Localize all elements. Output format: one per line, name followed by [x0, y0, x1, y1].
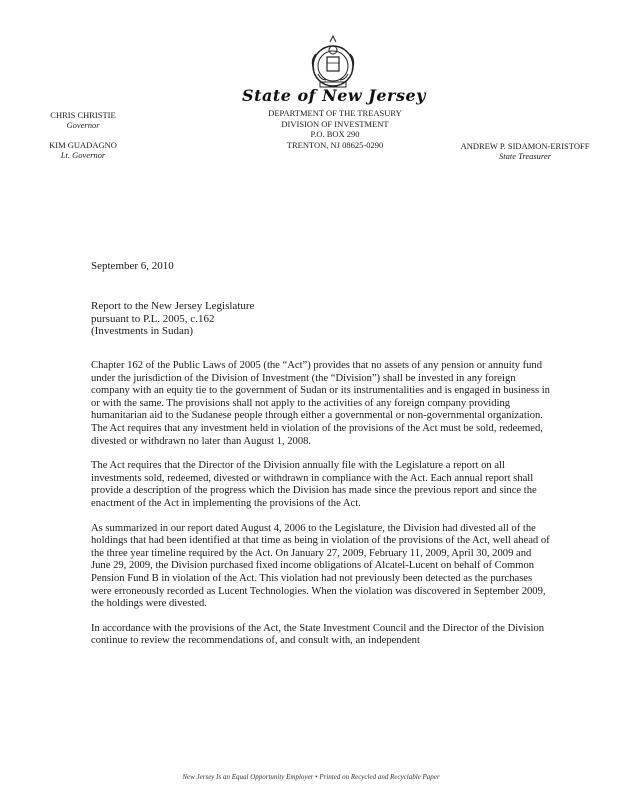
address-line: DEPARTMENT OF THE TREASURY [268, 108, 402, 118]
department-address [240, 108, 430, 150]
letter-subject [91, 300, 254, 338]
letter-date: September 6, 2010 [91, 260, 174, 272]
letter-body [91, 360, 551, 660]
subject-line: Report to the New Jersey Legislature [91, 300, 255, 312]
governor-role: Governor [66, 120, 100, 130]
left-officials [28, 110, 138, 160]
address-line: TRENTON, NJ 08625-0290 [286, 139, 384, 150]
state-title: State of New Jersey [242, 86, 426, 105]
lt-governor-role: Lt. Governor [60, 150, 106, 160]
treasurer-name: ANDREW P. SIDAMON-ERISTOFF [460, 141, 590, 151]
treasurer-role: State Treasurer [498, 151, 552, 161]
subject-line: (Investments in Sudan) [91, 325, 194, 337]
body-paragraph: The Act requires that the Director of the Division annually file with the Legislature a report on all investments sold, redeemed, divested or withdrawn in compliance with the Act. Each annual report shall provide a description of the progress which the Division has made since the previous report and since the enactment of the Act in implementing the provisions of the Act. [91, 460, 537, 509]
body-paragraph: Chapter 162 of the Public Laws of 2005 (the “Act”) provides that no assets of any pension or annuity fund under the jurisdiction of the Division of Investment (the “Division”) shall be invested in any foreign company with an equity tie to the government of Sudan or its instrumentalities and is engaged in business in or with the same. The provisions shall not apply to the activities of any foreign company providing humanitarian aid to the Sudanese people through either a governmental or non-governmental organization. The Act requires that any investment held in violation of the provisions of the Act must be sold, redeemed, divested or withdrawn no later than August 1, 2008. [91, 360, 550, 447]
address-line: DIVISION OF INVESTMENT [281, 118, 389, 129]
body-paragraph: In accordance with the provisions of the Act, the State Investment Council and the Director of the Division continue to review the recommendations of, and consult with, an independent [91, 622, 545, 647]
subject-line: pursuant to P.L. 2005, c.162 [91, 312, 215, 325]
address-line: P.O. BOX 290 [310, 129, 360, 139]
state-seal-icon [300, 30, 366, 94]
governor-name: CHRIS CHRISTIE [50, 110, 116, 120]
letter-footer: New Jersey Is an Equal Opportunity Employer • Printed on Recycled and Recyclable Paper [182, 773, 440, 781]
body-paragraph: As summarized in our report dated August 4, 2006 to the Legislature, the Division had divested all of the holdings that had been identified at that time as being in violation of the provisions of the Act, well ahead of the three year timeline required by the Act. On January 27, 2009, February 11, 2009, April 30, 2009 and June 29, 2009, the Division purchased fixed income obligations of Alcatel-Lucent on behalf of Common Pension Fund B in violation of the Act. This violation had not previously been detected as the purchases were erroneously recorded as Lucent Technologies. When the violation was discovered in September 2009, the holdings were divested. [91, 522, 550, 610]
treasurer-block [440, 141, 610, 161]
lt-governor-name: KIM GUADAGNO [49, 140, 117, 150]
